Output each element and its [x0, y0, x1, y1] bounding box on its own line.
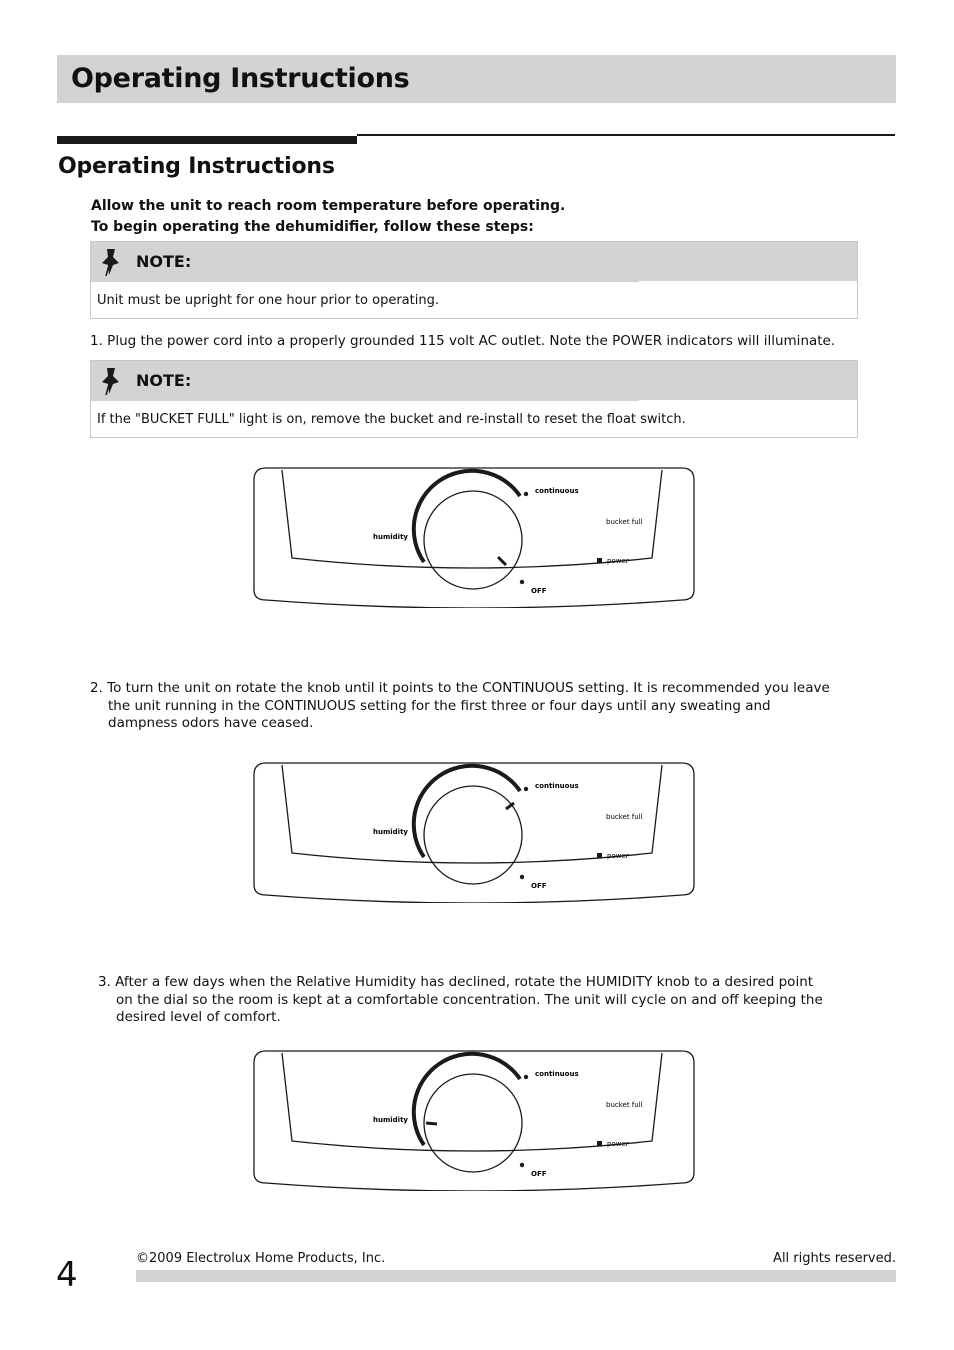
footer-bar — [136, 1270, 896, 1282]
note-box-2 — [90, 360, 858, 438]
pushpin-icon — [99, 366, 125, 400]
off-label: OFF — [531, 587, 547, 595]
note-text: Unit must be upright for one hour prior to operating. — [97, 293, 439, 308]
power-label: power — [607, 1140, 629, 1148]
header-bar — [57, 55, 896, 103]
note-label: NOTE: — [136, 371, 192, 390]
note-box-1 — [90, 241, 858, 319]
control-panel-diagram-continuous — [252, 761, 696, 903]
intro-text — [91, 196, 565, 238]
note-label: NOTE: — [136, 252, 192, 271]
continuous-label: continuous — [535, 782, 579, 790]
continuous-label: continuous — [535, 487, 579, 495]
off-label: OFF — [531, 1170, 547, 1178]
note-header — [91, 242, 857, 282]
section-rule-thick — [57, 136, 357, 144]
section-rule-thin — [357, 134, 895, 136]
footer-rights: All rights reserved. — [773, 1251, 896, 1266]
continuous-label: continuous — [535, 1070, 579, 1078]
footer-copyright: ©2009 Electrolux Home Products, Inc. — [136, 1251, 386, 1266]
power-label: power — [607, 557, 629, 565]
page-title: Operating Instructions — [71, 63, 410, 94]
intro-line-2: To begin operating the dehumidifier, follow these steps: — [91, 219, 534, 235]
bucket-full-label: bucket full — [606, 1101, 643, 1109]
step-3: 3. After a few days when the Relative Humidity has declined, rotate the HUMIDITY knob to a desired point on the dial so the room is kept at a comfortable concentration. The unit will cycle on and off keeping the desired level of comfort. — [98, 974, 823, 1025]
note-header — [91, 361, 857, 401]
control-panel-diagram-off — [252, 466, 696, 608]
page-number: 4 — [56, 1255, 78, 1295]
note-text: If the "BUCKET FULL" light is on, remove the bucket and re-install to reset the float switch. — [97, 412, 686, 427]
control-panel-diagram-humidity — [252, 1049, 696, 1191]
bucket-full-label: bucket full — [606, 813, 643, 821]
pushpin-icon — [99, 247, 125, 281]
step-1: 1. Plug the power cord into a properly grounded 115 volt AC outlet. Note the POWER indicators will illuminate. — [90, 333, 836, 349]
step-2: 2. To turn the unit on rotate the knob until it points to the CONTINUOUS setting. It is recommended you leave the unit running in the CONTINUOUS setting for the first three or four days until any sweating and dampness odors have ceased. — [90, 680, 830, 731]
intro-line-1: Allow the unit to reach room temperature before operating. — [91, 198, 566, 214]
bucket-full-label: bucket full — [606, 518, 643, 526]
section-title: Operating Instructions — [58, 154, 335, 179]
off-label: OFF — [531, 882, 547, 890]
humidity-label: humidity — [373, 1116, 408, 1124]
humidity-label: humidity — [373, 828, 408, 836]
humidity-label: humidity — [373, 533, 408, 541]
power-label: power — [607, 852, 629, 860]
